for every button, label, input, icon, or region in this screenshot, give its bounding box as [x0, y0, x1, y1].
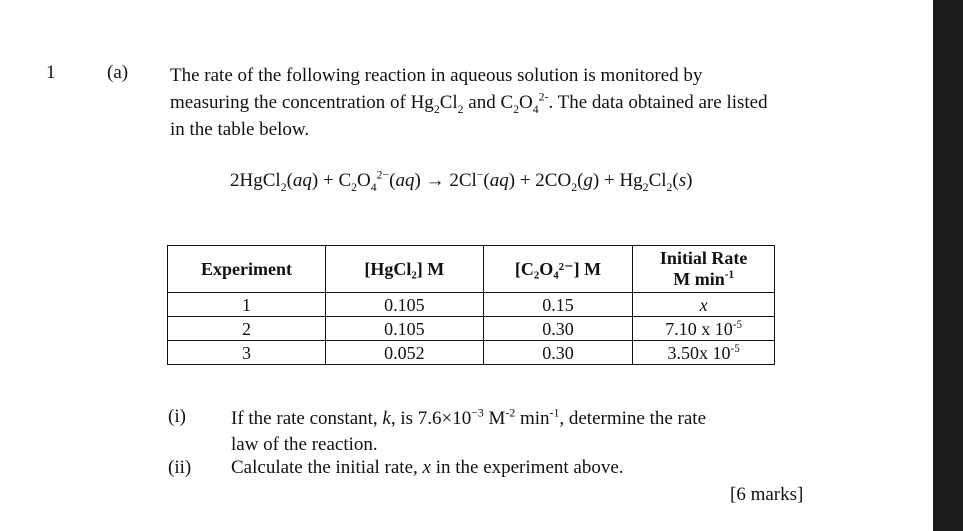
header-hgcl2: [HgCl₂] M	[326, 246, 484, 293]
subquestion-ii-text: Calculate the initial rate, x in the experiment above.	[231, 457, 624, 478]
cell: 3	[168, 341, 326, 365]
cell: 0.15	[483, 293, 633, 317]
question-part: (a)	[107, 62, 129, 83]
cell: 0.30	[483, 317, 633, 341]
subquestion-i-text: If the rate constant, k, is $7.6\times 10^{-3}$ $M^{-2}$ $\min^{-1}$, determine the rate law of the reaction.	[231, 406, 707, 455]
cell: x	[633, 293, 775, 317]
header-c2o4: [C₂O₄²⁻] M	[483, 246, 633, 293]
cell: 0.052	[326, 341, 484, 365]
rate-data-table	[167, 245, 775, 365]
reaction-equation: 2HgCl$_2$(aq) + $C_2O_4^{2-}(aq) \to 2Cl^-(aq) + 2CO_2(g) + Hg_2Cl_2(s)$	[230, 168, 693, 194]
question-number: 1	[46, 62, 56, 83]
black-edge-bar	[933, 0, 963, 531]
header-experiment: Experiment	[168, 246, 326, 293]
header-initial-rate: Initial Rate M $\min^{-1}$	[633, 246, 775, 293]
intro-line-1: The rate of the following reaction in aqueous solution is monitored by	[170, 65, 703, 86]
intro-line-2: measuring the concentration of $Hg_2Cl_2$ and $C_2O_4^{2-}$. The data obtained are listed	[170, 90, 768, 116]
marks-label: [6 marks]	[730, 484, 804, 505]
cell: 7.10 x $10^{-5}$	[633, 317, 775, 341]
table-row	[168, 317, 775, 341]
question-intro	[170, 62, 860, 143]
cell: 0.30	[483, 341, 633, 365]
subquestion-ii-label: (ii)	[168, 457, 192, 478]
table-row	[168, 341, 775, 365]
intro-line-3: in the table below.	[170, 119, 310, 140]
cell: 1	[168, 293, 326, 317]
table-header-row	[168, 246, 775, 293]
subquestion-i-label: (i)	[168, 406, 186, 427]
cell: 0.105	[326, 293, 484, 317]
table-row	[168, 293, 775, 317]
cell: 2	[168, 317, 326, 341]
cell: 3.50x $10^{-5}$	[633, 341, 775, 365]
cell: 0.105	[326, 317, 484, 341]
